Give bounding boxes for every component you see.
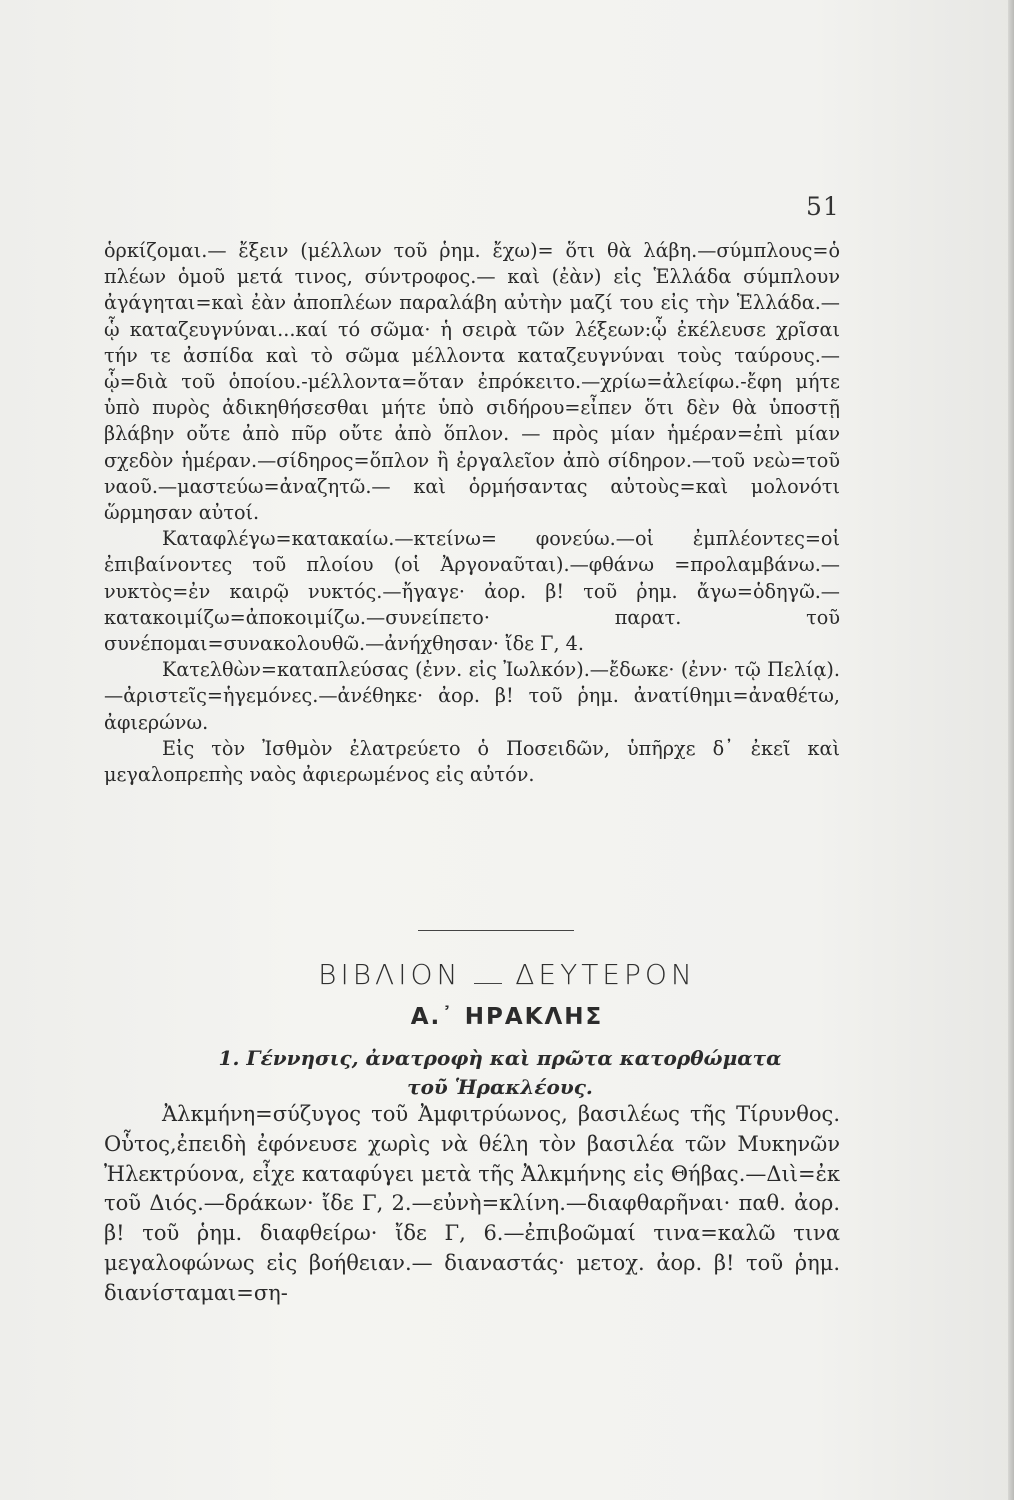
- glossary-paragraph-2: Καταφλέγω=κατακαίω.—κτείνω= φονεύω.—οἱ ἐμπλέοντες=οἱ ἐπιβαίνοντες τοῦ πλοίου (οἱ Ἀργοναῦται).—φθάνω =προλαμβάνω.—νυκτὸς=ἐν καιρῷ νυκτός.—ἤγαγε· ἀορ. β! τοῦ ῥημ. ἄγω=ὁδηγῶ.—κατακοιμίζω=ἀποκοιμίζω.—συνείπετο· παρατ. τοῦ συνέπομαι=συνακολουθῶ.—ἀνήχθησαν· ἴδε Γ, 4.: [104, 527, 840, 656]
- glossary-paragraph-4: Εἰς τὸν Ἰσθμὸν ἐλατρεύετο ὁ Ποσειδῶν, ὑπῆρχε δ᾽ ἐκεῖ καὶ μεγαλοπρεπὴς ναὸς ἀφιερωμένος εἰς αὐτόν.: [104, 736, 840, 787]
- section-title-line-2: τοῦ Ἡρακλέους.: [407, 1075, 593, 1099]
- chapter-title: Α.᾽ ΗΡΑΚΛΗΣ: [410, 1004, 604, 1030]
- book-title-word-2: ΔΕΥΤΕΡΟΝ: [515, 958, 696, 991]
- section-title-line-1: 1. Γέννησις, ἀνατροφὴ καὶ πρῶτα κατορθώματα: [218, 1046, 782, 1070]
- glossary-notes: [104, 238, 840, 788]
- chapter-body: [104, 1100, 840, 1309]
- section-divider: [418, 930, 574, 931]
- page-number: 51: [806, 192, 840, 221]
- book-title-underline: [474, 982, 502, 984]
- glossary-paragraph-3: Κατελθὼν=καταπλεύσας (ἐνν. εἰς Ἰωλκόν).—ἔδωκε· (ἐνν· τῷ Πελίᾳ).—ἀριστεῖς=ἡγεμόνες.—ἀνέθηκε· ἀορ. β! τοῦ ῥημ. ἀνατίθημι=ἀναθέτω, ἀφιερώνω.: [104, 658, 840, 734]
- page-edge: [1008, 0, 1014, 1500]
- book-title-word-1: ΒΙΒΛΙΟΝ: [318, 958, 462, 991]
- body-paragraph-1: Ἀλκμήνη=σύζυγος τοῦ Ἀμφιτρύωνος, βασιλέως τῆς Τίρυνθος. Οὗτος,ἐπειδὴ ἐφόνευσε χωρὶς νὰ θέλη τὸν βασιλέα τῶν Μυκηνῶν Ἠλεκτρύονα, εἶχε καταφύγει μετὰ τῆς Ἀλκμήνης εἰς Θήβας.—Διὶ=ἐκ τοῦ Διός.—δράκων· ἴδε Γ, 2.—εὐνὴ=κλίνη.—διαφθαρῆναι· παθ. ἀορ. β! τοῦ ῥημ. διαφθείρω· ἴδε Γ, 6.—ἐπιβοῶμαί τινα=καλῶ τινα μεγαλοφώνως εἰς βοήθειαν.— διαναστάς· μετοχ. ἀορ. β! τοῦ ῥημ. διανίσταμαι=ση-: [104, 1102, 840, 1305]
- book-title: [0, 958, 1014, 991]
- glossary-paragraph-1: ὁρκίζομαι.— ἔξειν (μέλλων τοῦ ῥημ. ἔχω)= ὅτι θὰ λάβη.—σύμπλους=ὁ πλέων ὁμοῦ μετά τινος, σύντροφος.— καὶ (ἐὰν) εἰς Ἑλλάδα σύμπλουν ἀγάγηται=καὶ ἐὰν ἀποπλέων παραλάβη αὐτὴν μαζί του εἰς τὴν Ἑλλάδα.—ᾧ καταζευγνύναι...καί τό σῶμα· ἡ σειρὰ τῶν λέξεων:ᾧ ἐκέλευσε χρῖσαι τήν τε ἀσπίδα καὶ τὸ σῶμα μέλλοντα καταζευγνύναι τοὺς ταύρους.—ᾧ=διὰ τοῦ ὁποίου.-μέλλοντα=ὅταν ἐπρόκειτο.—χρίω=ἀλείφω.-ἔφη μήτε ὑπὸ πυρὸς ἀδικηθήσεσθαι μήτε ὑπὸ σιδήρου=εἶπεν ὅτι δὲν θὰ ὑποστῇ βλάβην οὔτε ἀπὸ πῦρ οὔτε ἀπὸ ὅπλον. — πρὸς μίαν ἡμέραν=ἐπὶ μίαν σχεδὸν ἡμέραν.—σίδηρος=ὅπλον ἢ ἐργαλεῖον ἀπὸ σίδηρον.—τοῦ νεὼ=τοῦ ναοῦ.—μαστεύω=ἀναζητῶ.— καὶ ὁρμήσαντας αὐτοὺς=καὶ μολονότι ὥρμησαν αὐτοί.: [104, 239, 840, 525]
- section-title: [210, 1044, 790, 1102]
